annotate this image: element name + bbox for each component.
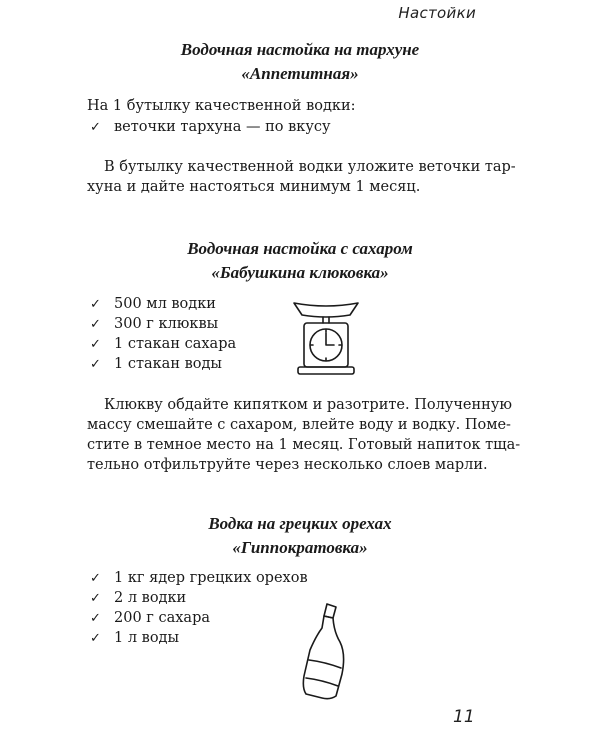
checkmark-icon: ✓ (90, 336, 101, 352)
ingredient-text: 1 кг ядер грецких орехов (114, 570, 308, 586)
instruction-line: тельно отфильтруйте через несколько слоев марли. (87, 457, 488, 473)
ingredient-text: 2 л водки (114, 590, 187, 606)
ingredient-item (90, 354, 236, 374)
instruction-line: стите в темное место на 1 месяц. Готовый напиток тща- (87, 437, 521, 453)
checkmark-icon: ✓ (90, 590, 101, 606)
ingredient-text: 500 мл водки (114, 296, 216, 312)
recipe-1-ingredients (90, 117, 331, 137)
ingredient-text: веточки тархуна — по вкусу (114, 119, 331, 135)
recipe-2-ingredients (90, 294, 236, 374)
recipe-3-title-line1: Водка на грецких орехах (208, 514, 392, 533)
ingredient-item (90, 334, 236, 354)
recipe-1-instructions (87, 157, 516, 197)
recipe-1-title-line2: «Аппетитная» (241, 64, 359, 83)
instruction-line: массу смешайте с сахаром, влейте воду и водку. Поме- (87, 417, 511, 433)
page-number: 11 (453, 707, 475, 727)
ingredient-text: 200 г сахара (114, 610, 211, 626)
kitchen-scale-icon (290, 295, 362, 377)
instruction-line: В бутылку качественной водки уложите веточки тар- (104, 159, 516, 175)
recipe-3-ingredients (90, 568, 308, 648)
checkmark-icon: ✓ (90, 316, 101, 332)
checkmark-icon: ✓ (90, 570, 101, 586)
ingredient-item (90, 628, 308, 648)
bottle-icon (300, 600, 348, 702)
ingredient-text: 1 стакан сахара (114, 336, 237, 352)
recipe-2-instructions (87, 395, 521, 475)
recipe-2-title-line2: «Бабушкина клюковка» (211, 263, 389, 282)
ingredient-item (90, 314, 236, 334)
ingredient-item (90, 117, 331, 137)
recipe-2-title (0, 237, 600, 285)
checkmark-icon: ✓ (90, 119, 101, 135)
instruction-line: хуна и дайте настояться минимум 1 месяц. (87, 179, 421, 195)
checkmark-icon: ✓ (90, 296, 101, 312)
recipe-1-title (0, 38, 600, 86)
checkmark-icon: ✓ (90, 356, 101, 372)
checkmark-icon: ✓ (90, 630, 101, 646)
ingredient-text: 1 стакан воды (114, 356, 222, 372)
ingredient-item (90, 294, 236, 314)
recipe-1-intro: На 1 бутылку качественной водки: (87, 98, 356, 114)
checkmark-icon: ✓ (90, 610, 101, 626)
ingredient-item (90, 568, 308, 588)
recipe-2-title-line1: Водочная настойка с сахаром (187, 239, 413, 258)
recipe-1-title-line1: Водочная настойка на тархуне (180, 40, 420, 59)
ingredient-text: 1 л воды (114, 630, 180, 646)
ingredient-item (90, 588, 308, 608)
recipe-3-title-line2: «Гиппократовка» (232, 538, 368, 557)
ingredient-text: 300 г клюквы (114, 316, 219, 332)
recipe-3-title (0, 512, 600, 560)
running-head: Настойки (398, 4, 476, 22)
instruction-line: Клюкву обдайте кипятком и разотрите. Полученную (104, 397, 512, 413)
ingredient-item (90, 608, 308, 628)
